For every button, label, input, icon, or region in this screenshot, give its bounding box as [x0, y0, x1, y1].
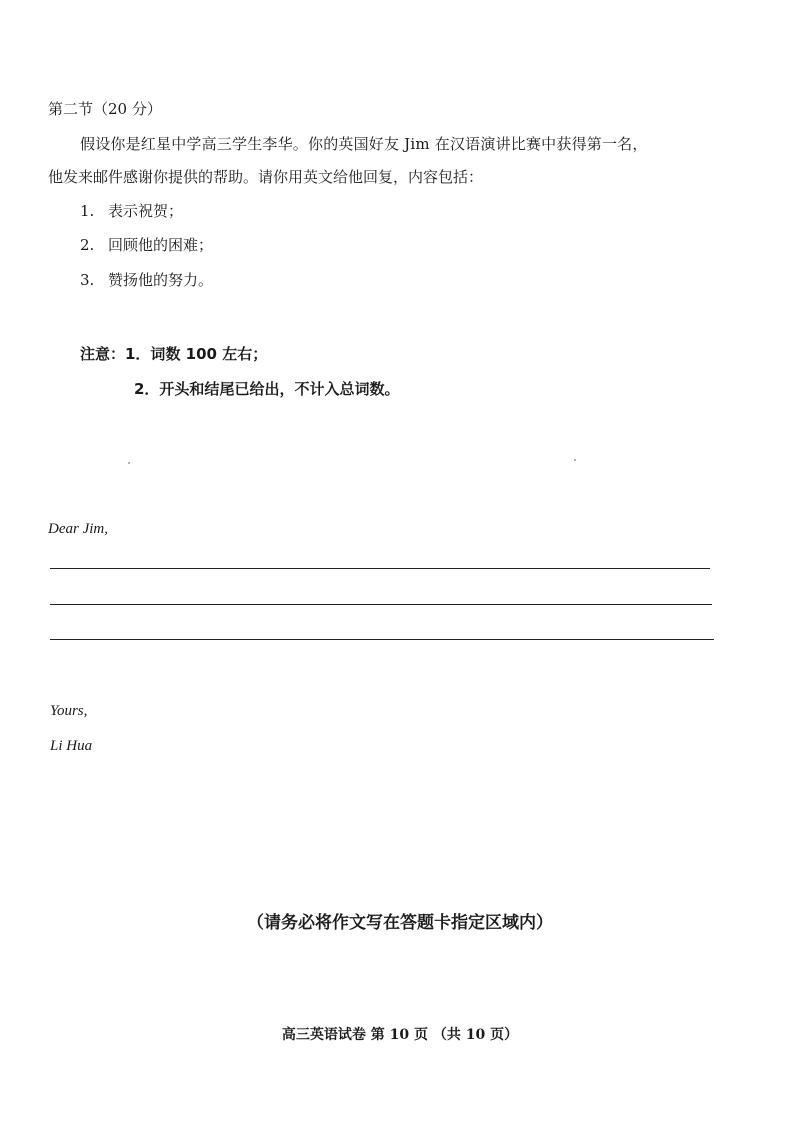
section-title: 第二节（20 分） [48, 100, 162, 118]
letter-closing: Yours, [50, 703, 88, 719]
writing-line [50, 604, 712, 605]
prompt-paragraph-line-2: 他发来邮件感谢你提供的帮助。请你用英文给他回复，内容包括： [48, 168, 484, 186]
content-item-text: 赞扬他的努力。 [108, 271, 214, 289]
content-item-number: 2. [80, 236, 95, 254]
writing-line [50, 639, 714, 640]
content-item-text: 回顾他的困难； [108, 236, 214, 254]
content-item-text: 表示祝贺； [108, 202, 184, 220]
answer-sheet-instruction: （请务必将作文写在答题卡指定区域内） [247, 913, 553, 933]
letter-salutation: Dear Jim, [48, 521, 108, 537]
notice-line-1: 注意：1．词数 100 左右； [80, 345, 268, 363]
content-item-number: 3. [80, 271, 95, 289]
notice-line-2: 2．开头和结尾已给出，不计入总词数。 [134, 380, 400, 398]
content-item [80, 269, 213, 290]
page-number-footer: 高三英语试卷 第 10 页 （共 10 页） [281, 1027, 519, 1043]
prompt-paragraph-line-1: 假设你是红星中学高三学生李华。你的英国好友 Jim 在汉语演讲比赛中获得第一名， [80, 135, 648, 153]
content-item [80, 234, 213, 255]
scan-speck [128, 462, 130, 464]
scan-speck [574, 459, 576, 461]
content-item [80, 200, 183, 221]
content-item-number: 1. [80, 202, 95, 220]
writing-line [50, 568, 710, 569]
letter-signature: Li Hua [50, 738, 93, 754]
